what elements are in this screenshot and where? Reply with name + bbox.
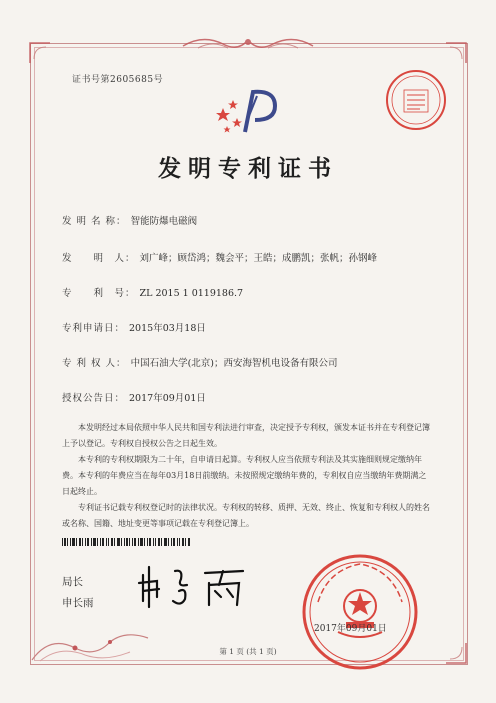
paragraph-term: 本专利的专利权期限为二十年，自申请日起算。专利权人应当依照专利法及其实施细则规定缴纳年费。本专利的年费应当在每年03月18日前缴纳。未按照规定缴纳年费的，专利权自应当缴纳年费期满之日起终止。 xyxy=(62,455,427,496)
top-ornament xyxy=(178,34,318,54)
field-grant-date xyxy=(62,390,206,404)
certificate-number: 证书号第2605685号 xyxy=(72,75,164,85)
signatory-title: 局长 xyxy=(62,576,83,588)
page-number: 第 1 页 (共 1 页) xyxy=(219,647,277,656)
corner-ornament-top-left xyxy=(28,41,52,65)
field-value: ZL 2015 1 0119186.7 xyxy=(139,288,244,299)
field-value: 智能防爆电磁阀 xyxy=(130,216,198,227)
signatory-name: 申长雨 xyxy=(62,597,94,609)
patent-office-logo-icon xyxy=(213,86,283,136)
field-value: 中国石油大学(北京)；西安海智机电设备有限公司 xyxy=(130,358,338,369)
body-text xyxy=(62,420,432,532)
field-label: 专利申请日： xyxy=(62,323,126,334)
paragraph-grant: 本发明经过本局依照中华人民共和国专利法进行审查，决定授予专利权，颁发本证书并在专利登记簿上予以登记。专利权自授权公告之日起生效。 xyxy=(62,423,430,448)
field-patentee xyxy=(62,355,337,369)
corner-ornament-top-right xyxy=(444,41,468,65)
paragraph-legal-status: 专利证书记载专利权登记时的法律状况。专利权的转移、质押、无效、终止、恢复和专利权人的姓名或名称、国籍、地址变更等事项记载在专利登记簿上。 xyxy=(62,503,430,528)
field-invention-name xyxy=(62,213,197,227)
seal-date: 2017年09月01日 xyxy=(314,624,387,634)
handwritten-signature xyxy=(135,561,255,611)
field-label: 发 明 人： xyxy=(62,253,136,264)
field-label: 发 明 名 称： xyxy=(62,216,127,227)
field-label: 专 利 权 人： xyxy=(62,358,127,369)
field-patent-number xyxy=(62,285,243,299)
field-value: 2015年03月18日 xyxy=(129,323,206,334)
field-inventors xyxy=(62,250,377,264)
barcode xyxy=(62,538,190,546)
field-application-date xyxy=(62,320,206,334)
certificate-title: 发明专利证书 xyxy=(158,155,338,182)
field-value: 2017年09月01日 xyxy=(129,393,206,404)
field-label: 专 利 号： xyxy=(62,288,136,299)
official-stamp-icon xyxy=(384,68,448,132)
field-value: 刘广峰；顾岱鸿；魏会平；王皓；成鹏凯；张帆；孙钢峰 xyxy=(139,253,378,264)
field-label: 授权公告日： xyxy=(62,393,126,404)
